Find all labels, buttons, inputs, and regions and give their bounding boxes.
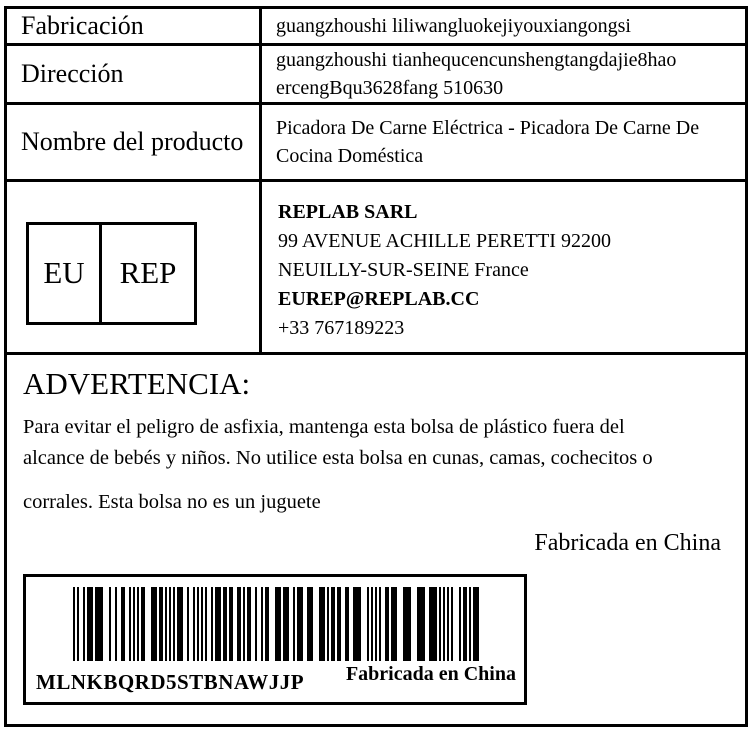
warning-heading: ADVERTENCIA: — [23, 366, 251, 401]
representative-email: EUREP@REPLAB.CC — [278, 288, 480, 310]
representative-phone: +33 767189223 — [278, 317, 405, 339]
address-row — [7, 46, 745, 105]
warning-text-line: alcance de bebés y niños. No utilice esta bolsa en cunas, camas, cochecitos o — [23, 446, 653, 469]
product-label — [4, 6, 748, 727]
product-name-label: Nombre del producto — [7, 105, 262, 179]
barcode-panel — [23, 574, 527, 705]
product-name-row — [7, 105, 745, 182]
fabrication-label: Fabricación — [7, 9, 262, 43]
barcode-text-row — [36, 663, 516, 695]
fabrication-row — [7, 9, 745, 46]
eu-rep-logo-right: REP — [119, 255, 177, 290]
representative-address-line2: NEUILLY-SUR-SEINE France — [278, 259, 529, 281]
barcode-code-text: MLNKBQRD5STBNAWJJP — [36, 669, 305, 694]
eu-rep-logo-left: EU — [29, 225, 102, 322]
warning-text-line: Para evitar el peligro de asfixia, mantenga esta bolsa de plástico fuera del — [23, 415, 625, 438]
product-name-value: Picadora De Carne Eléctrica - Picadora De Carne De Cocina Doméstica — [276, 116, 700, 167]
origin-text: Fabricada en China — [534, 529, 721, 556]
fabrication-value: guangzhoushi liliwangluokejiyouxiangongsi — [276, 14, 631, 37]
representative-details — [262, 182, 745, 352]
warning-section — [7, 355, 745, 724]
representative-name: REPLAB SARL — [278, 201, 418, 223]
barcode-bars — [73, 587, 479, 661]
eu-rep-logo-cell — [7, 182, 262, 352]
address-label: Dirección — [7, 46, 262, 102]
warning-text-line: corrales. Esta bolsa no es un juguete — [23, 490, 321, 513]
eu-representative-row — [7, 182, 745, 355]
address-value: guangzhoushi tianhequcencunshengtangdajie8hao ercengBqu3628fang 510630 — [276, 48, 677, 99]
representative-address-line1: 99 AVENUE ACHILLE PERETTI 92200 — [278, 230, 611, 252]
eu-rep-logo — [26, 222, 197, 325]
barcode-caption: Fabricada en China — [345, 662, 516, 685]
